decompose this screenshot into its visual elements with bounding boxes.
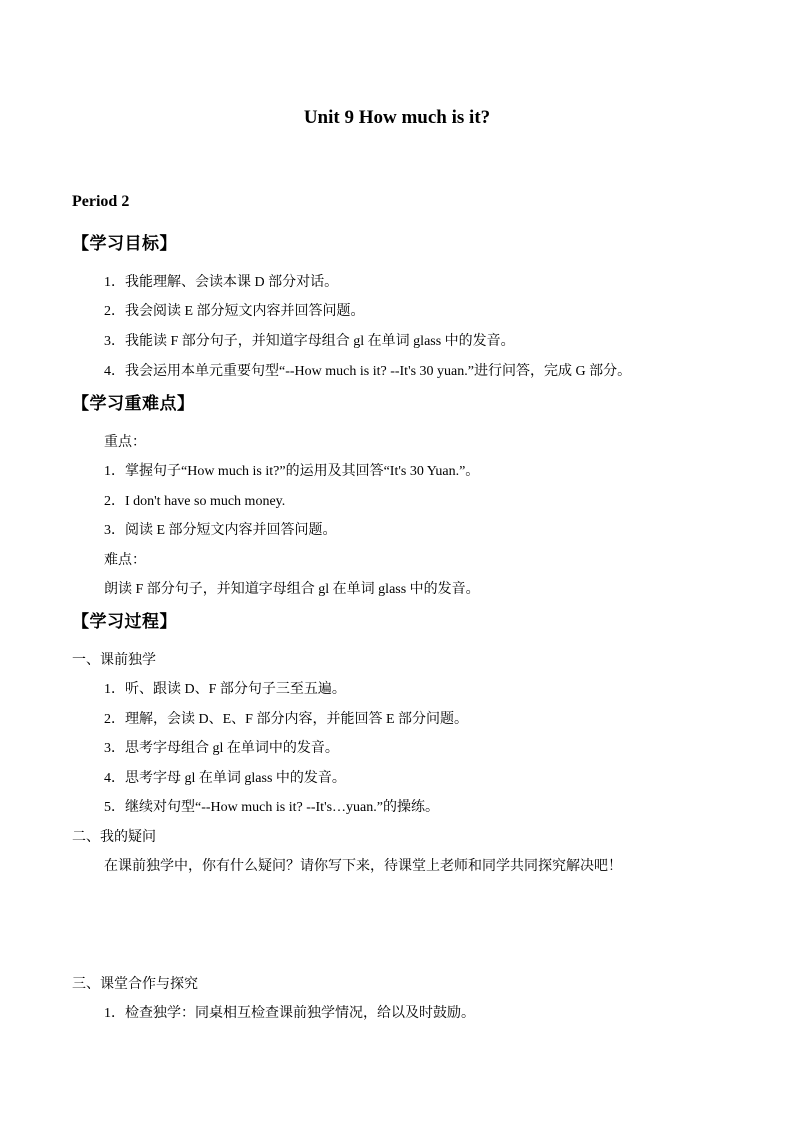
part1-item: 5．继续对句型“--How much is it? --It's…yuan.”的操练。: [104, 800, 439, 815]
part3-item: 1．检查独学：同桌相互检查课前独学情况，给以及时鼓励。: [104, 1006, 475, 1021]
period-label: Period 2: [72, 193, 130, 210]
goal-item: 1．我能理解、会读本课 D 部分对话。: [104, 275, 339, 290]
goal-item: 3．我能读 F 部分句子，并知道字母组合 gl 在单词 glass 中的发音。: [104, 334, 515, 349]
process-heading: 【学习过程】: [72, 612, 177, 631]
part1-item: 2．理解，会读 D、E、F 部分内容，并能回答 E 部分问题。: [104, 712, 468, 727]
key-item: 3．阅读 E 部分短文内容并回答问题。: [104, 523, 337, 538]
goal-item: 4．我会运用本单元重要句型“--How much is it? --It's 30 yuan.”进行问答，完成 G 部分。: [104, 364, 632, 379]
part1-title: 一、课前独学: [72, 653, 156, 668]
difficulty-text: 朗读 F 部分句子，并知道字母组合 gl 在单词 glass 中的发音。: [104, 582, 480, 597]
part1-item: 4．思考字母 gl 在单词 glass 中的发音。: [104, 771, 346, 786]
key-label: 重点：: [104, 435, 146, 450]
key-item: 2．I don't have so much money.: [104, 494, 286, 509]
part3-title: 三、课堂合作与探究: [72, 977, 198, 992]
difficulty-label: 难点：: [104, 553, 146, 568]
goal-item: 2．我会阅读 E 部分短文内容并回答问题。: [104, 304, 365, 319]
goals-heading: 【学习目标】: [72, 234, 177, 253]
document-title: Unit 9 How much is it?: [303, 107, 491, 128]
part2-text: 在课前独学中，你有什么疑问？请你写下来，待课堂上老师和同学共同探究解决吧！: [104, 859, 622, 874]
part1-item: 1．听、跟读 D、F 部分句子三至五遍。: [104, 682, 346, 697]
keypoints-heading: 【学习重难点】: [72, 394, 195, 413]
part1-item: 3．思考字母组合 gl 在单词中的发音。: [104, 741, 339, 756]
key-item: 1．掌握句子“How much is it?”的运用及其回答“It's 30 Yuan.”。: [104, 464, 480, 479]
part2-title: 二、我的疑问: [72, 830, 156, 845]
